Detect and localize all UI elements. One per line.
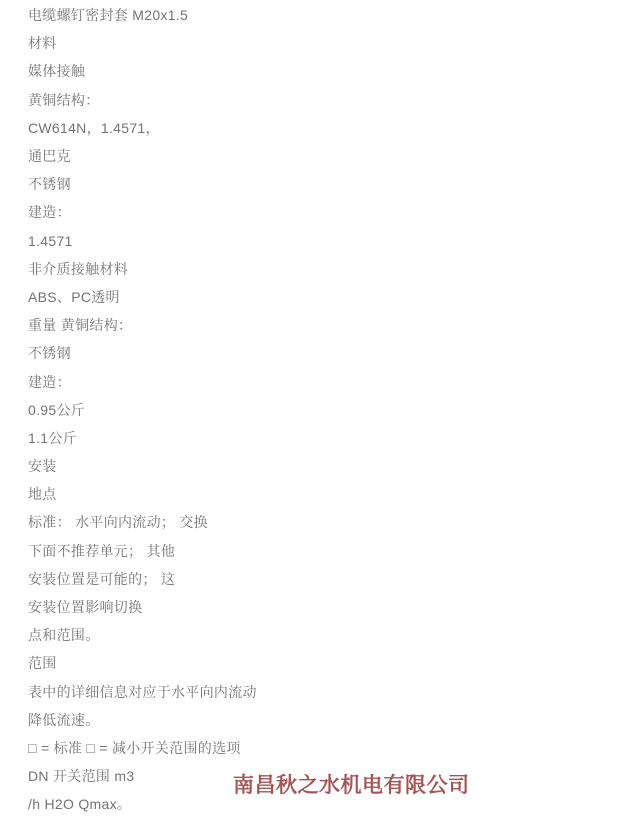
text-line: 地点 (28, 486, 57, 503)
text-line: 非介质接触材料 (28, 260, 129, 277)
text-line: 重量 黄铜结构： (28, 317, 133, 334)
text-line: 电缆螺钉密封套 M20x1.5 (28, 7, 189, 24)
text-line: 1.1公斤 (28, 429, 77, 446)
text-line: CW614N，1.4571， (28, 119, 160, 136)
text-line: 建造： (28, 204, 71, 221)
text-line: 1.4571 (28, 232, 73, 249)
text-line: 范围 (28, 655, 57, 672)
text-line: □ = 标准 □ = 减小开关范围的选项 (28, 739, 241, 756)
text-line: 黄铜结构： (28, 91, 100, 108)
text-line: DN 开关范围 m3 (28, 768, 135, 785)
text-line: 表中的详细信息对应于水平向内流动 (28, 683, 257, 700)
text-line: 点和范围。 (28, 627, 100, 644)
text-line: 安装 (28, 458, 57, 475)
text-line: 下面不推荐单元； 其他 (28, 542, 176, 559)
text-line: /h H2O Qmax。 (28, 796, 132, 813)
text-line: ABS、PC透明 (28, 288, 120, 305)
text-line: 0.95公斤 (28, 401, 86, 418)
watermark: 南昌秋之水机电有限公司 (233, 774, 470, 797)
text-line: 降低流速。 (28, 711, 100, 728)
text-line: 建造： (28, 373, 71, 390)
text-line: 安装位置影响切换 (28, 599, 143, 616)
text-line: 通巴克 (28, 148, 71, 165)
text-line: 不锈钢 (28, 345, 71, 362)
text-line: 不锈钢 (28, 176, 71, 193)
text-line: 材料 (28, 35, 57, 52)
document-body (28, 1, 623, 818)
text-line: 媒体接触 (28, 63, 86, 80)
text-line: 安装位置是可能的； 这 (28, 570, 176, 587)
text-line: 标准： 水平向内流动； 交换 (28, 514, 208, 531)
